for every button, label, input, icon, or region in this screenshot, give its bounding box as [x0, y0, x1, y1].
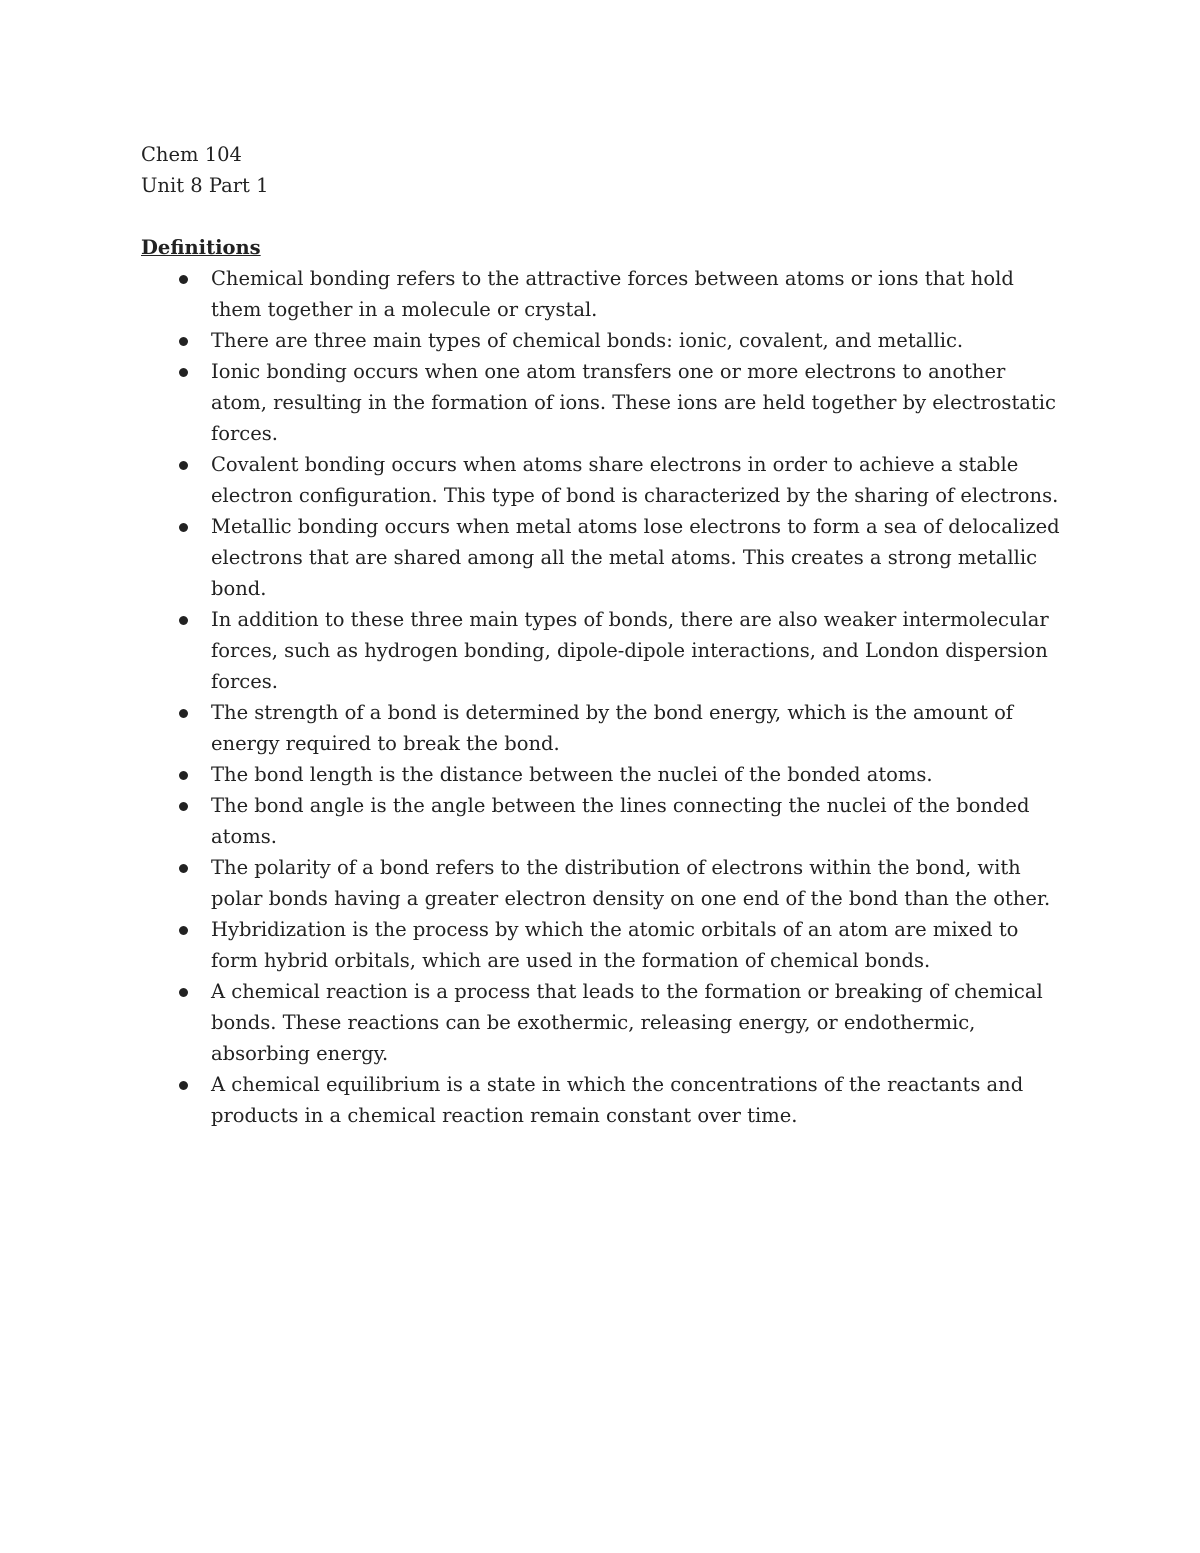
list-item-text: Hybridization is the process by which the atomic orbitals of an atom are mixed to form hybrid orbitals, which are used in the formation of chemical bonds.: [211, 918, 1019, 972]
bullet-icon: [179, 337, 188, 346]
bullet-icon: [179, 461, 188, 470]
list-item: [141, 852, 1061, 914]
section-heading: Definitions: [141, 236, 261, 259]
list-item: [141, 976, 1061, 1069]
list-item: [141, 511, 1061, 604]
list-item: [141, 356, 1061, 449]
bullet-icon: [179, 523, 188, 532]
bullet-icon: [179, 616, 188, 625]
list-item-text: The strength of a bond is determined by the bond energy, which is the amount of energy required to break the bond.: [211, 701, 1014, 755]
list-item-text: The bond angle is the angle between the lines connecting the nuclei of the bonded atoms.: [211, 794, 1030, 848]
list-item-text: Chemical bonding refers to the attractive forces between atoms or ions that hold them together in a molecule or crystal.: [211, 267, 1014, 321]
bullet-icon: [179, 1081, 188, 1090]
list-item-text: The bond length is the distance between the nuclei of the bonded atoms.: [211, 763, 933, 786]
list-item-text: There are three main types of chemical bonds: ionic, covalent, and metallic.: [211, 329, 964, 352]
list-item-text: A chemical equilibrium is a state in which the concentrations of the reactants and products in a chemical reaction remain constant over time.: [211, 1073, 1024, 1127]
course-title: Chem 104: [141, 143, 242, 166]
list-item-text: Ionic bonding occurs when one atom transfers one or more electrons to another atom, resulting in the formation of ions. These ions are held together by electrostatic forces.: [211, 360, 1056, 445]
spacer: [141, 201, 1081, 232]
bullet-icon: [179, 275, 188, 284]
list-item-text: Covalent bonding occurs when atoms share electrons in order to achieve a stable electron configuration. This type of bond is characterized by the sharing of electrons.: [211, 453, 1059, 507]
list-item: [141, 790, 1061, 852]
bullet-icon: [179, 802, 188, 811]
list-item: [141, 914, 1061, 976]
bullet-icon: [179, 926, 188, 935]
list-item-text: In addition to these three main types of bonds, there are also weaker intermolecular forces, such as hydrogen bonding, dipole-dipole interactions, and London dispersion forces.: [211, 608, 1049, 693]
list-item: [141, 263, 1061, 325]
list-item-text: Metallic bonding occurs when metal atoms lose electrons to form a sea of delocalized electrons that are shared among all the metal atoms. This creates a strong metallic bond.: [211, 515, 1060, 600]
unit-title: Unit 8 Part 1: [141, 174, 269, 197]
bullet-icon: [179, 864, 188, 873]
list-item: [141, 697, 1061, 759]
list-item: [141, 325, 1061, 356]
list-item: [141, 449, 1061, 511]
list-item: [141, 1069, 1061, 1131]
list-item: [141, 759, 1061, 790]
list-item-text: A chemical reaction is a process that leads to the formation or breaking of chemical bonds. These reactions can be exothermic, releasing energy, or endothermic, absorbing energy.: [211, 980, 1043, 1065]
bullet-icon: [179, 709, 188, 718]
list-item-text: The polarity of a bond refers to the distribution of electrons within the bond, with polar bonds having a greater electron density on one end of the bond than the other.: [211, 856, 1051, 910]
list-item: [141, 604, 1061, 697]
document-page: [141, 139, 1081, 1131]
bullet-icon: [179, 771, 188, 780]
definitions-list: [141, 263, 1081, 1131]
bullet-icon: [179, 368, 188, 377]
bullet-icon: [179, 988, 188, 997]
